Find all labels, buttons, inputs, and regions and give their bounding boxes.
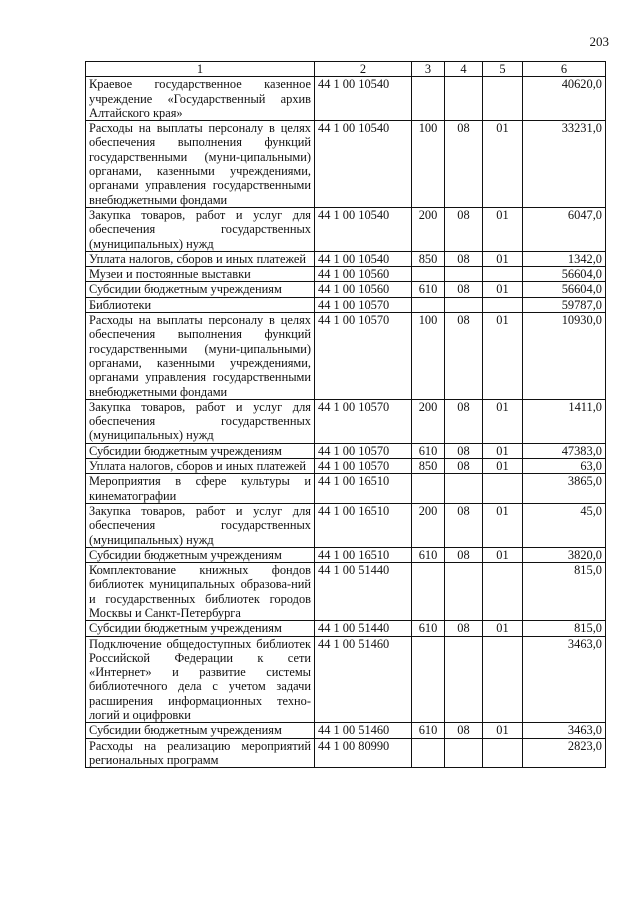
- row-section: 08: [445, 459, 483, 474]
- row-code: 44 1 00 16510: [315, 474, 412, 504]
- row-amount: 3463,0: [523, 636, 606, 723]
- row-section: 08: [445, 503, 483, 547]
- row-code: 44 1 00 51460: [315, 723, 412, 738]
- row-name: Библиотеки: [86, 297, 315, 312]
- table-body: [86, 77, 606, 768]
- row-expense-type: 610: [412, 547, 445, 562]
- row-expense-type: [412, 563, 445, 621]
- row-code: 44 1 00 10570: [315, 313, 412, 400]
- row-subsection: 01: [483, 251, 523, 266]
- row-name: Мероприятия в сфере культуры и кинематографии: [86, 474, 315, 504]
- row-expense-type: 610: [412, 621, 445, 636]
- row-expense-type: 610: [412, 443, 445, 458]
- row-subsection: [483, 738, 523, 768]
- row-section: 08: [445, 399, 483, 443]
- table-row: [86, 121, 606, 208]
- col-header-amount: 6: [523, 62, 606, 77]
- col-header-rz: 4: [445, 62, 483, 77]
- row-code: 44 1 00 51440: [315, 621, 412, 636]
- row-amount: 3463,0: [523, 723, 606, 738]
- table-row: [86, 297, 606, 312]
- row-section: 08: [445, 121, 483, 208]
- row-name: Музеи и постоянные выставки: [86, 267, 315, 282]
- row-name: Закупка товаров, работ и услуг для обеспечения государственных (муниципальных) нужд: [86, 207, 315, 251]
- row-subsection: 01: [483, 459, 523, 474]
- row-section: 08: [445, 621, 483, 636]
- row-expense-type: 200: [412, 399, 445, 443]
- table-row: [86, 443, 606, 458]
- row-name: Подключение общедоступных библиотек Российской Федерации к сети «Интернет» и развитие системы библиотечного дела с учетом задачи расширения информационных техно-логий и оцифровки: [86, 636, 315, 723]
- row-subsection: [483, 563, 523, 621]
- row-name: Расходы на реализацию мероприятий региональных программ: [86, 738, 315, 768]
- row-name: Уплата налогов, сборов и иных платежей: [86, 251, 315, 266]
- col-header-code: 2: [315, 62, 412, 77]
- row-section: 08: [445, 282, 483, 297]
- row-amount: 47383,0: [523, 443, 606, 458]
- row-code: 44 1 00 51460: [315, 636, 412, 723]
- row-section: 08: [445, 313, 483, 400]
- row-code: 44 1 00 16510: [315, 503, 412, 547]
- row-expense-type: 610: [412, 282, 445, 297]
- row-expense-type: 100: [412, 313, 445, 400]
- row-code: 44 1 00 51440: [315, 563, 412, 621]
- row-expense-type: 850: [412, 251, 445, 266]
- row-amount: 10930,0: [523, 313, 606, 400]
- row-name: Расходы на выплаты персоналу в целях обеспечения выполнения функций государственными (муни-ципальными) органами, казенными учреждениями, органами управления государственными внебюджетными фондами: [86, 121, 315, 208]
- table-row: [86, 399, 606, 443]
- row-name: Закупка товаров, работ и услуг для обеспечения государственных (муниципальных) нужд: [86, 399, 315, 443]
- row-expense-type: 610: [412, 723, 445, 738]
- col-header-name: 1: [86, 62, 315, 77]
- row-subsection: 01: [483, 313, 523, 400]
- row-subsection: 01: [483, 621, 523, 636]
- row-amount: 33231,0: [523, 121, 606, 208]
- row-code: 44 1 00 16510: [315, 547, 412, 562]
- table-header-row: [86, 62, 606, 77]
- row-code: 44 1 00 80990: [315, 738, 412, 768]
- row-subsection: [483, 297, 523, 312]
- table-row: [86, 474, 606, 504]
- row-code: 44 1 00 10570: [315, 443, 412, 458]
- row-amount: 1411,0: [523, 399, 606, 443]
- row-name: Субсидии бюджетным учреждениям: [86, 621, 315, 636]
- table-row: [86, 251, 606, 266]
- row-expense-type: [412, 77, 445, 121]
- row-amount: 40620,0: [523, 77, 606, 121]
- row-amount: 3865,0: [523, 474, 606, 504]
- row-section: 08: [445, 723, 483, 738]
- row-expense-type: 850: [412, 459, 445, 474]
- row-code: 44 1 00 10560: [315, 267, 412, 282]
- row-section: [445, 474, 483, 504]
- row-subsection: [483, 474, 523, 504]
- row-code: 44 1 00 10570: [315, 399, 412, 443]
- row-amount: 56604,0: [523, 282, 606, 297]
- row-expense-type: [412, 738, 445, 768]
- row-amount: 3820,0: [523, 547, 606, 562]
- row-subsection: 01: [483, 282, 523, 297]
- row-name: Уплата налогов, сборов и иных платежей: [86, 459, 315, 474]
- row-subsection: [483, 267, 523, 282]
- row-subsection: 01: [483, 399, 523, 443]
- row-name: Субсидии бюджетным учреждениям: [86, 443, 315, 458]
- table-row: [86, 267, 606, 282]
- row-name: Субсидии бюджетным учреждениям: [86, 723, 315, 738]
- row-section: [445, 563, 483, 621]
- row-amount: 815,0: [523, 621, 606, 636]
- row-name: Краевое государственное казенное учреждение «Государственный архив Алтайского края»: [86, 77, 315, 121]
- row-section: 08: [445, 207, 483, 251]
- row-amount: 63,0: [523, 459, 606, 474]
- row-amount: 2823,0: [523, 738, 606, 768]
- row-section: [445, 77, 483, 121]
- table-row: [86, 738, 606, 768]
- row-amount: 6047,0: [523, 207, 606, 251]
- table-row: [86, 621, 606, 636]
- row-subsection: [483, 77, 523, 121]
- row-code: 44 1 00 10540: [315, 251, 412, 266]
- col-header-vr: 3: [412, 62, 445, 77]
- row-expense-type: [412, 297, 445, 312]
- row-section: 08: [445, 547, 483, 562]
- row-amount: 56604,0: [523, 267, 606, 282]
- row-subsection: 01: [483, 207, 523, 251]
- row-subsection: 01: [483, 121, 523, 208]
- table-row: [86, 723, 606, 738]
- row-expense-type: [412, 636, 445, 723]
- table-row: [86, 459, 606, 474]
- col-header-pr: 5: [483, 62, 523, 77]
- table-row: [86, 77, 606, 121]
- row-amount: 1342,0: [523, 251, 606, 266]
- row-expense-type: 200: [412, 503, 445, 547]
- row-section: [445, 267, 483, 282]
- row-subsection: 01: [483, 503, 523, 547]
- row-expense-type: 200: [412, 207, 445, 251]
- table-row: [86, 636, 606, 723]
- row-section: [445, 738, 483, 768]
- row-code: 44 1 00 10570: [315, 297, 412, 312]
- row-name: Расходы на выплаты персоналу в целях обеспечения выполнения функций государственными (муни-ципальными) органами, казенными учреждениями, органами управления государственными внебюджетными фондами: [86, 313, 315, 400]
- row-subsection: [483, 636, 523, 723]
- row-code: 44 1 00 10560: [315, 282, 412, 297]
- row-subsection: 01: [483, 547, 523, 562]
- table-row: [86, 313, 606, 400]
- row-expense-type: [412, 474, 445, 504]
- table-row: [86, 282, 606, 297]
- row-expense-type: 100: [412, 121, 445, 208]
- row-code: 44 1 00 10540: [315, 207, 412, 251]
- row-code: 44 1 00 10540: [315, 77, 412, 121]
- row-name: Комплектование книжных фондов библиотек муниципальных образова-ний и государственных библиотек городов Москвы и Санкт-Петербурга: [86, 563, 315, 621]
- budget-table: [85, 61, 606, 768]
- row-section: 08: [445, 443, 483, 458]
- row-name: Закупка товаров, работ и услуг для обеспечения государственных (муниципальных) нужд: [86, 503, 315, 547]
- row-subsection: 01: [483, 723, 523, 738]
- row-subsection: 01: [483, 443, 523, 458]
- row-section: 08: [445, 251, 483, 266]
- row-section: [445, 297, 483, 312]
- page-number: 203: [589, 34, 609, 49]
- row-name: Субсидии бюджетным учреждениям: [86, 282, 315, 297]
- row-code: 44 1 00 10540: [315, 121, 412, 208]
- row-name: Субсидии бюджетным учреждениям: [86, 547, 315, 562]
- row-section: [445, 636, 483, 723]
- table-row: [86, 503, 606, 547]
- row-amount: 45,0: [523, 503, 606, 547]
- row-code: 44 1 00 10570: [315, 459, 412, 474]
- row-expense-type: [412, 267, 445, 282]
- row-amount: 59787,0: [523, 297, 606, 312]
- table-row: [86, 207, 606, 251]
- table-row: [86, 547, 606, 562]
- table-row: [86, 563, 606, 621]
- row-amount: 815,0: [523, 563, 606, 621]
